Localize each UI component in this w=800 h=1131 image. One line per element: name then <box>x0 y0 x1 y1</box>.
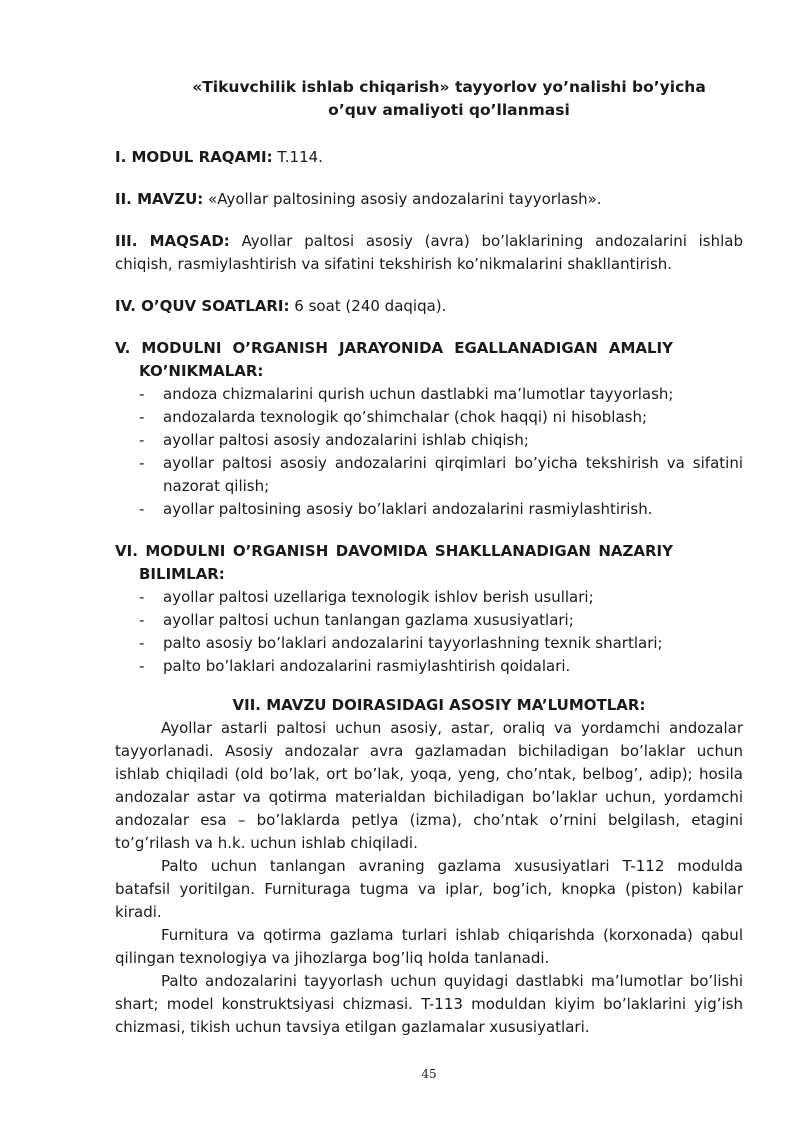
list-item: - palto asosiy bo’laklari andozalarini tayyorlashning texnik shartlari; <box>139 632 743 655</box>
section-goal <box>115 230 743 276</box>
paragraph: Palto andozalarini tayyorlash uchun quyidagi dastlabki ma’lumotlar bo’lishi shart; model konstruktsiyasi chizmasi. T-113 moduldan kiyim bo’laklarini yig’ish chizmasi, tikish uchun tavsiya etilgan gazlamalar xususiyatlari. <box>115 972 743 1036</box>
list-item: - ayollar paltosi uchun tanlangan gazlama xususiyatlari; <box>139 609 743 632</box>
section-heading: VII. MAVZU DOIRASIDAGI ASOSIY MA’LUMOTLAR: <box>232 696 646 714</box>
section-heading: V. MODULNI O’RGANISH JARAYONIDA EGALLANADIGAN AMALIY <box>115 339 673 357</box>
list-item: - ayollar paltosi asosiy andozalarini qirqimlari bo’yicha tekshirish va sifatini nazorat qilish; <box>139 452 743 498</box>
title-line-1: «Tikuvchilik ishlab chiqarish» tayyorlov yo’nalishi bo’yicha <box>192 78 706 96</box>
list-item: - andoza chizmalarini qurish uchun dastlabki ma’lumotlar tayyorlash; <box>139 383 743 406</box>
section-label: IV. O’QUV SOATLARI: <box>115 297 290 315</box>
paragraph: Furnitura va qotirma gazlama turlari ishlab chiqarishda (korxonada) qabul qilingan texnologiya va jihozlarga bog’liq holda tanlanadi. <box>115 926 743 967</box>
section-hours <box>115 295 743 318</box>
section-main-info <box>115 694 743 1039</box>
list-item: - andozalarda texnologik qo’shimchalar (chok haqqi) ni hisoblash; <box>139 406 743 429</box>
section-knowledge <box>115 540 743 678</box>
section-label: I. MODUL RAQAMI: <box>115 148 273 166</box>
title-line-2: o’quv amaliyoti qo’llanmasi <box>328 101 570 119</box>
section-topic <box>115 188 743 211</box>
paragraph: Ayollar astarli paltosi uchun asosiy, astar, oraliq va yordamchi andozalar tayyorlanadi. Asosiy andozalar avra gazlamadan bichiladigan bo’laklar uchun ishlab chiqiladi (old bo’lak, ort bo’lak, yoqa, yeng, cho’ntak, belbog’, adip); hosila andozalar astar va qotirma materialdan bichiladigan bo’laklar uchun, yordamchi andozalar esa – bo’laklarda petlya (izma), cho’ntak o’rnini belgilash, etagini to’g’rilash va h.k. uchun ishlab chiqiladi. <box>115 719 743 852</box>
page-number: 45 <box>421 1067 437 1081</box>
list-item: - palto bo’laklari andozalarini rasmiylashtirish qoidalari. <box>139 655 743 678</box>
document-page <box>115 76 743 1039</box>
list-item: - ayollar paltosi asosiy andozalarini ishlab chiqish; <box>139 429 743 452</box>
section-skills <box>115 337 743 521</box>
section-heading: VI. MODULNI O’RGANISH DAVOMIDA SHAKLLANADIGAN NAZARIY <box>115 542 673 560</box>
section-value: 6 soat (240 daqiqa). <box>289 297 447 315</box>
section-heading-cont: BILIMLAR: <box>139 565 225 583</box>
section-heading-cont: KO’NIKMALAR: <box>139 362 264 380</box>
skills-list <box>115 383 743 521</box>
section-value: T.114. <box>272 148 323 166</box>
section-label: II. MAVZU: <box>115 190 204 208</box>
section-label: III. MAQSAD: <box>115 232 230 250</box>
section-value: «Ayollar paltosining asosiy andozalarini tayyorlash». <box>203 190 602 208</box>
document-title <box>155 76 743 122</box>
list-item: - ayollar paltosining asosiy bo’laklari andozalarini rasmiylashtirish. <box>139 498 743 521</box>
knowledge-list <box>115 586 743 678</box>
paragraph: Palto uchun tanlangan avraning gazlama xususiyatlari T-112 modulda batafsil yoritilgan. Furnituraga tugma va iplar, bog’ich, knopka (piston) kabilar kiradi. <box>115 857 743 921</box>
list-item: - ayollar paltosi uzellariga texnologik ishlov berish usullari; <box>139 586 743 609</box>
section-value: Ayollar paltosi asosiy (avra) bo’laklarining andozalarini ishlab chiqish, rasmiylashtirish va sifatini tekshirish ko’nikmalarini shakllantirish. <box>115 232 743 273</box>
section-module-number <box>115 146 743 169</box>
